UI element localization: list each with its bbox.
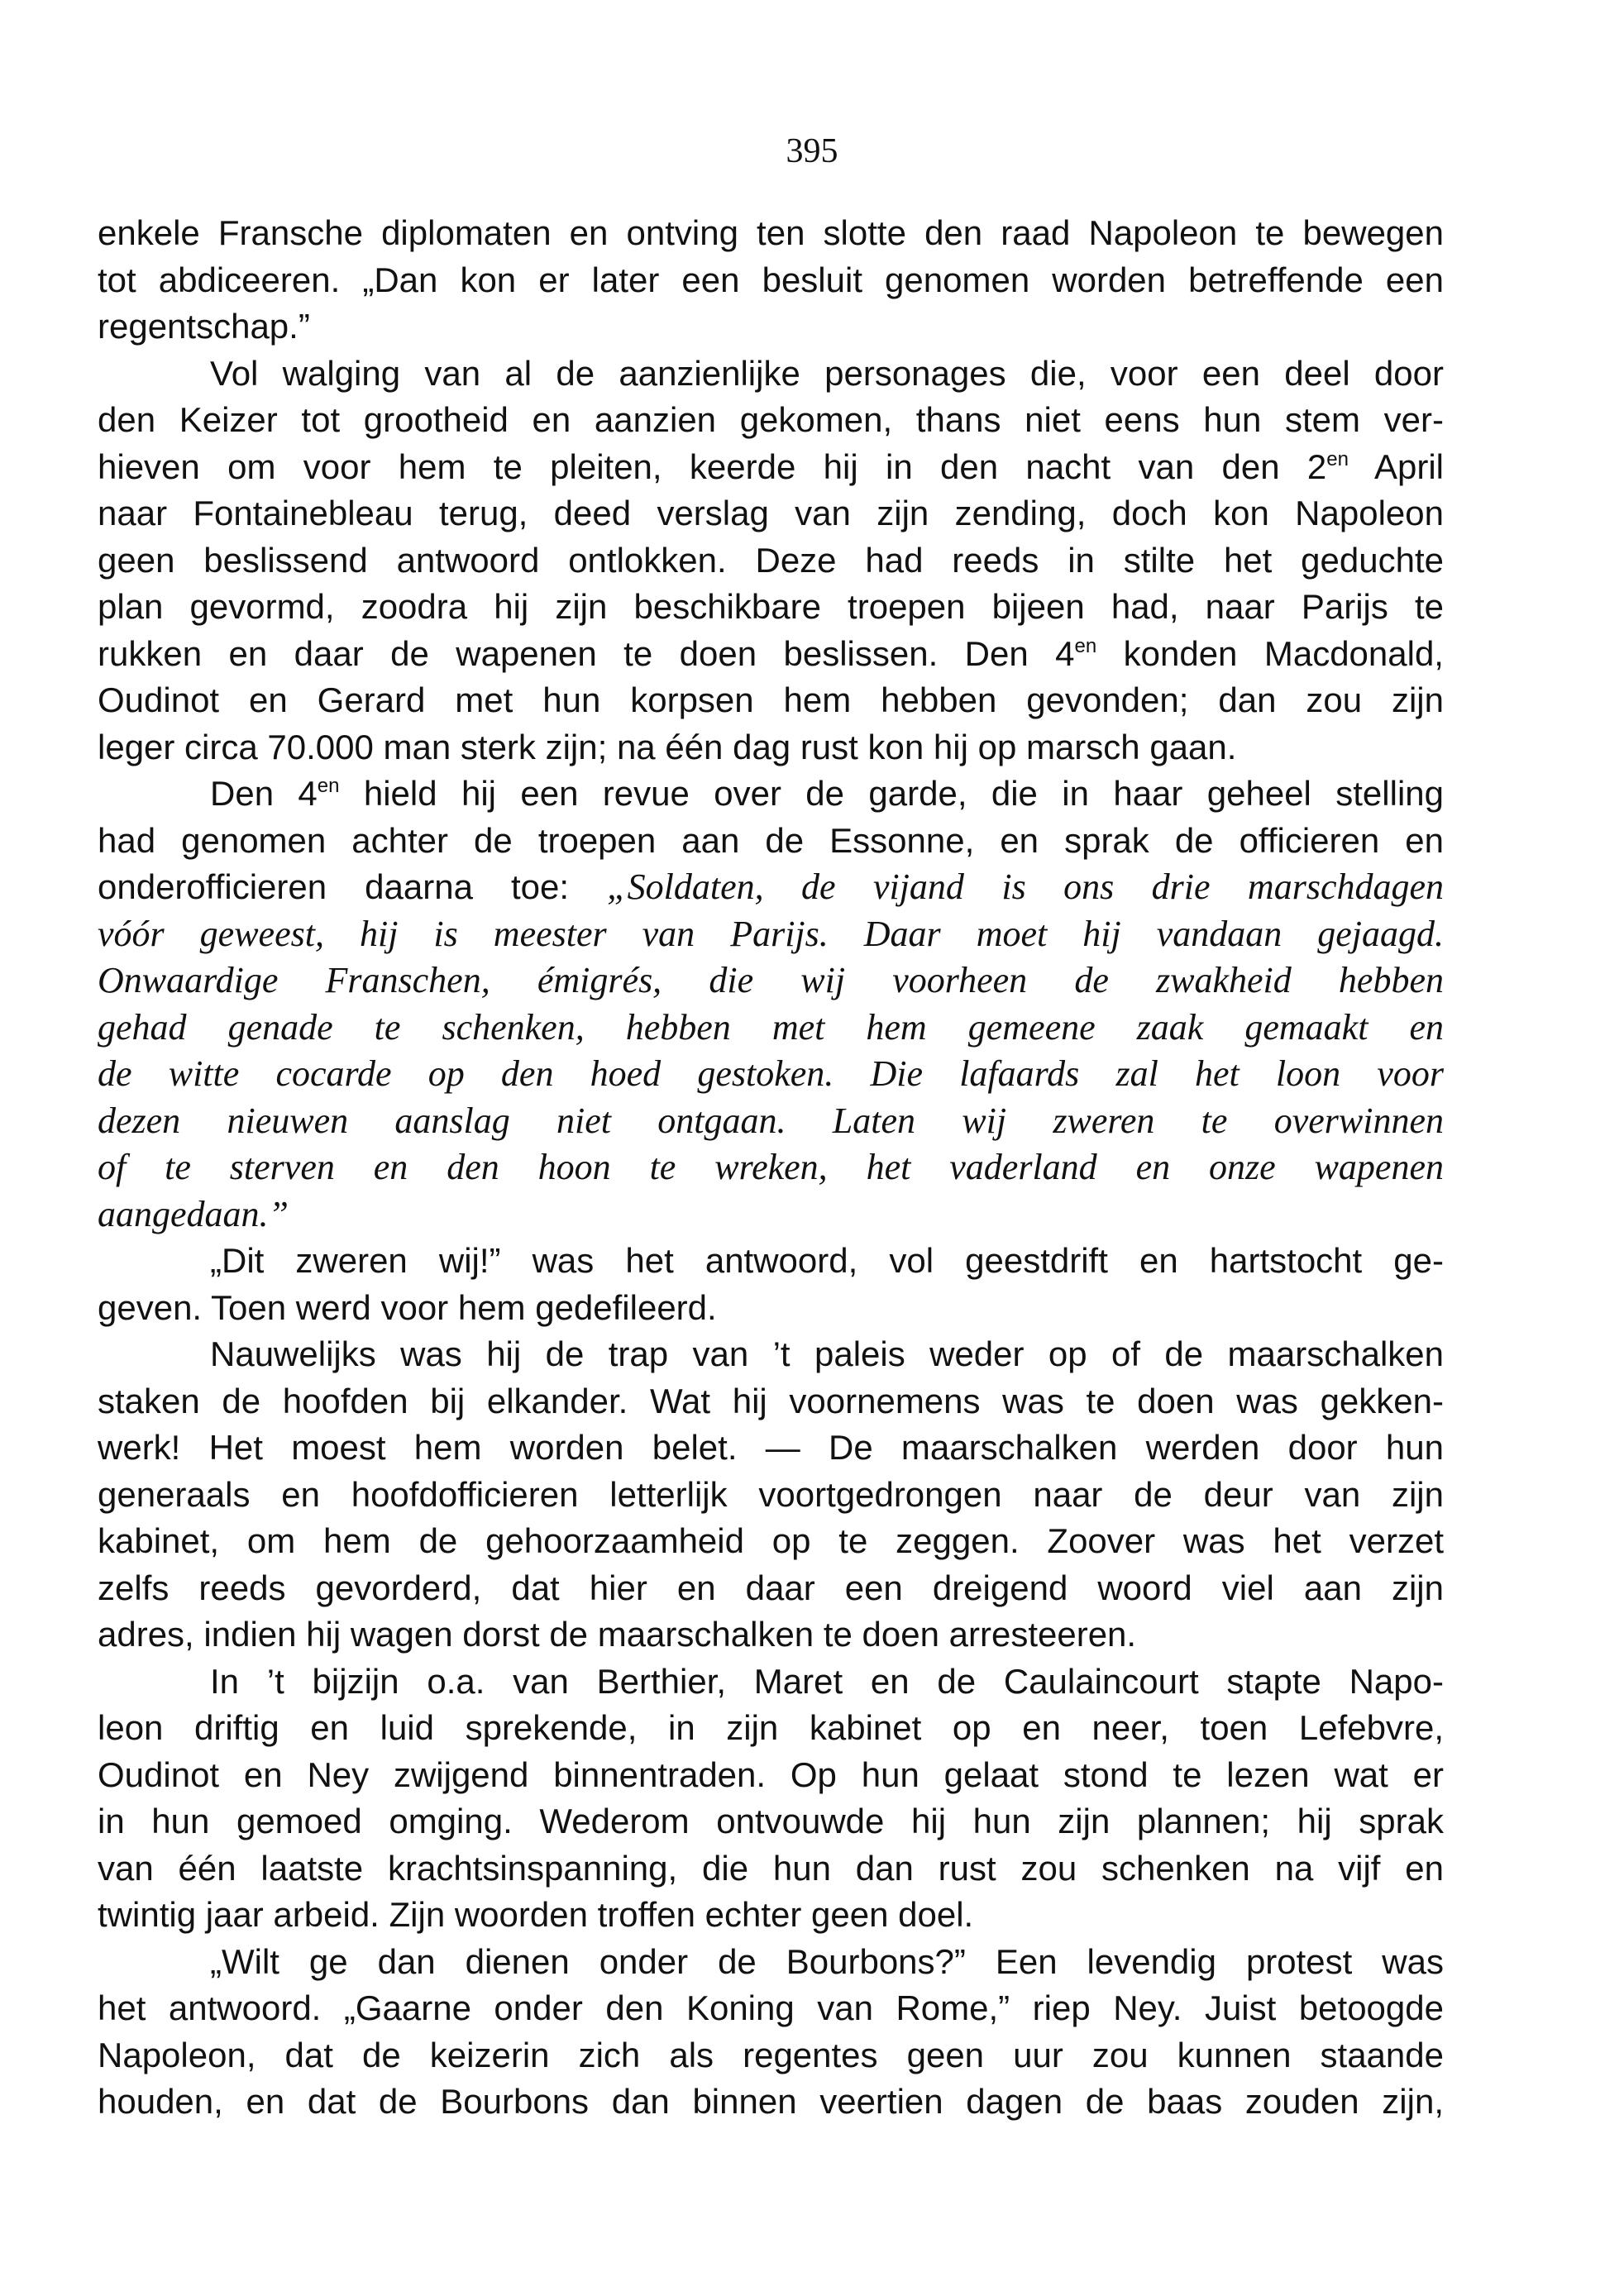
text-line [98,490,1444,537]
text-line [98,677,1444,724]
text-span: generaals en hoofdofficieren letterlijk voortgedrongen naar de deur van zijn [98,1474,1444,1514]
text-span: konden Macdonald, [1096,633,1444,673]
text-line [98,1005,1444,1052]
text-line [98,1518,1444,1565]
text-line [98,397,1444,444]
body-text [98,210,1444,2126]
page-number: 395 [786,132,838,170]
text-line [98,724,1444,771]
text-span: kabinet, om hem de gehoorzaamheid op te zeggen. Zoover was het verzet [98,1521,1444,1560]
text-span: geen beslissend antwoord ontlokken. Deze had reeds in stilte het geduchte [98,540,1444,580]
text-span: Nauwelijks was hij de trap van ’t paleis weder op of de maarschalken [210,1334,1444,1373]
text-span: in hun gemoed omging. Wederom ontvouwde hij hun zijn plannen; hij sprak [98,1802,1444,1840]
text-span: houden, en dat de Bourbons dan binnen veertien dagen de baas zouden zijn, [98,2082,1444,2121]
text-line [98,2079,1444,2126]
text-line [98,1051,1444,1098]
text-line [98,1425,1444,1472]
text-line [98,1331,1444,1378]
text-line [98,818,1444,865]
text-line [98,1191,1444,1239]
text-span: staken de hoofden bij elkander. Wat hij voornemens was te doen was gekken- [98,1381,1444,1420]
text-span: leon driftig en luid sprekende, in zijn kabinet op en neer, toen Lefebvre, [98,1708,1444,1747]
text-line [98,1611,1444,1659]
text-span: regentschap.” [98,307,310,346]
text-line [98,1659,1444,1706]
text-span: Vol walging van al de aanzienlijke personages die, voor een deel door [210,353,1444,393]
text-span: Den 4 [210,774,318,813]
text-span: had genomen achter de troepen aan de Essonne, en sprak de officieren en [98,820,1444,860]
italic-text: gehad genade te schenken, hebben met hem gemeene zaak gemaakt en [98,1006,1444,1048]
text-span: zelfs reeds gevorderd, dat hier en daar een dreigend woord viel aan zijn [98,1568,1444,1607]
text-line [98,257,1444,304]
text-line [98,1285,1444,1332]
text-span: het antwoord. „Gaarne onder den Koning van Rome,” riep Ney. Juist betoogde [98,1988,1444,2027]
text-span: „Dit zweren wij!” was het antwoord, vol geestdrift en hartstocht ge- [210,1241,1444,1280]
text-span: onderofficieren daarna toe: [98,867,608,906]
text-span: adres, indien hij wagen dorst de maarschalken te doen arresteeren. [98,1615,1137,1654]
text-line [98,351,1444,398]
text-line [98,1798,1444,1845]
text-line [98,1472,1444,1519]
text-line [98,1985,1444,2032]
text-span: geven. Toen werd voor hem gedefileerd. [98,1287,717,1327]
text-line [98,537,1444,585]
text-line [98,303,1444,351]
text-span: hield hij een revue over de garde, die in haar geheel stelling [339,774,1444,813]
text-span: Napoleon, dat de keizerin zich als regentes geen uur zou kunnen staande [98,2035,1444,2074]
italic-text: de witte cocarde op den hoed gestoken. Die lafaards zal het loon voor [98,1053,1444,1094]
text-span: werk! Het moest hem worden belet. — De maarschalken werden door hun [98,1428,1444,1467]
italic-text: Onwaardige Franschen, émigrés, die wij voorheen de zwakheid hebben [98,960,1444,1000]
text-line [98,864,1444,911]
text-line [98,1144,1444,1191]
text-span: hieven om voor hem te pleiten, keerde hij in den nacht van den 2 [98,446,1327,486]
text-span: van één laatste krachtsinspanning, die hun dan rust zou schenken na vijf en [98,1848,1444,1888]
text-line [98,444,1444,491]
text-line [98,911,1444,958]
italic-text: of te sterven en den hoon te wreken, het vaderland en onze wapenen [98,1147,1444,1187]
text-line [98,1705,1444,1752]
text-line [98,1098,1444,1145]
text-line [98,957,1444,1005]
superscript: en [1326,447,1349,470]
text-span: plan gevormd, zoodra hij zijn beschikbare troepen bijeen had, naar Parijs te [98,587,1444,626]
italic-text: vóór geweest, hij is meester van Parijs. Daar moet hij vandaan gejaagd. [98,913,1444,954]
text-line [98,1752,1444,1799]
text-span: rukken en daar de wapenen te doen beslissen. Den 4 [98,633,1075,673]
text-line [98,631,1444,678]
italic-text: dezen nieuwen aanslag niet ontgaan. Laten wij zweren te overwinnen [98,1100,1444,1141]
text-span: den Keizer tot grootheid en aanzien gekomen, thans niet eens hun stem ver- [98,400,1444,439]
text-line [98,1238,1444,1285]
text-span: In ’t bijzijn o.a. van Berthier, Maret en de Caulaincourt stapte Napo- [210,1661,1444,1701]
text-span: tot abdiceeren. „Dan kon er later een besluit genomen worden betreffende een [98,260,1444,299]
text-line [98,2032,1444,2079]
italic-text: aangedaan.” [98,1193,289,1234]
text-span: leger circa 70.000 man sterk zijn; na één dag rust kon hij op marsch gaan. [98,727,1237,766]
text-line [98,1378,1444,1425]
text-span: Oudinot en Gerard met hun korpsen hem hebben gevonden; dan zou zijn [98,680,1444,719]
text-line [98,1845,1444,1893]
text-span: enkele Fransche diplomaten en ontving ten slotte den raad Napoleon te bewegen [98,213,1444,252]
text-line [98,584,1444,631]
text-line [98,210,1444,257]
text-span: naar Fontainebleau terug, deed verslag van zijn zending, doch kon Napoleon [98,494,1444,532]
text-line [98,771,1444,818]
italic-text: „Soldaten, de vijand is ons drie marschdagen [607,866,1444,907]
text-line [98,1565,1444,1612]
text-span: April [1348,446,1444,486]
superscript: en [1074,634,1097,657]
text-line [98,1939,1444,1986]
text-span: twintig jaar arbeid. Zijn woorden troffen echter geen doel. [98,1895,974,1934]
text-span: Oudinot en Ney zwijgend binnentraden. Op hun gelaat stond te lezen wat er [98,1754,1444,1794]
text-span: „Wilt ge dan dienen onder de Bourbons?” Een levendig protest was [210,1941,1444,1981]
superscript: en [317,775,340,797]
text-line [98,1892,1444,1939]
